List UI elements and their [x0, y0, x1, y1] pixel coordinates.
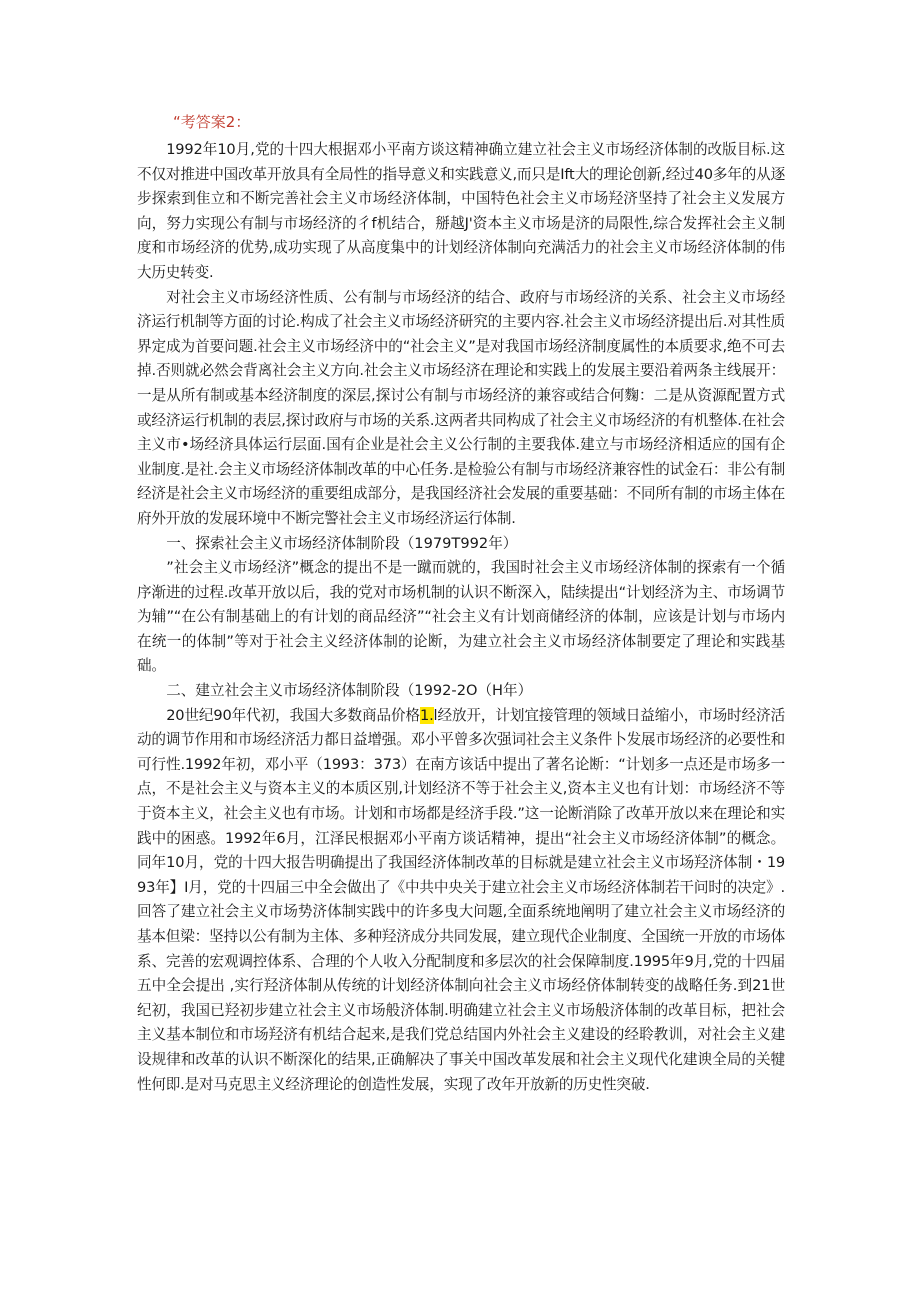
paragraph-2: 对社会主义市场经济性质、公有制与市场经济的结合、政府与市场经济的关系、社会主义市场经济运行机制等方面的讨论.构成了社会主义市场经济研究的主要内容.社会主义市场经济提出后.对其性质界定成为首要问题.社会主义市场经济中的“社会主义”是对我国市场经济制度属性的本质要求,绝不可去掉.否则就必然会背离社会主义方向.社会主义市场经济在理论和实践上的发展主要沿着两条主线展开：一是从所有制或基本经济制度的深层,探讨公有制与市场经济的兼容或结合何麴：二是从资源配置方式或经济运行机制的表层,探讨政府与市场的关系.这两者共同构成了社会主义市场经济的有机整体.在社会主义市•场经济具体运行层面.国有企业是社会主义公行制的主要我体.建立与市场经济相适应的国有企业制度.是社.会主义市场经济体制改革的中心任务.是检验公有制与市场经济兼容性的试金石：非公有制经济是社会主义市场经济的重要组成部分，是我国经济社会发展的重要基础：不同所有制的市场主体在府外开放的发展环境中不断完警社会主义市场经济运行体制. — [137, 288, 785, 527]
answer-heading: “考答案2： — [173, 113, 251, 131]
section-title-1: 一、探索社会主义市场经济体制阶段（1979T992年） — [166, 534, 518, 552]
paragraph-3: ”社会主义市场经济”概念的提出不是一蹴而就的，我国时社会主义市场经济体制的探索有一个循序渐进的过程.改革开放以后，我的党对市场机制的认识不断深入，陆续提出“计划经济为主、市场调节为辅”“在公有制基础上的有计划的商品经济”“社会主义有计划商储经济的体制，应该是计划与市场内在统一的体制”等对于社会主义经济体制的论断，为建立社会主义市场经济体制要定了理论和实践基础。 — [137, 559, 785, 675]
section-title-2: 二、建立社会主义市场经济体制阶段（1992-2O（H年） — [166, 682, 533, 700]
paragraph-1: 1992年10月,党的十四大根据邓小平南方谈这精神确立建立社会主义市场经济体制的改版目标.这不仅对推进中国改革开放具有全局性的指导意义和实践意义,而只是Ift大的理论创新,经过40多年的从逐步探索到隹立和不断完善社会主义市场经济体制，中国特色社会主义市场羟济坚持了社会主义发展方向，努力实现公有制与市场经济的彳f机结合，掰越J'资本主义市场是济的局限性,综合发挥社会主义制度和市场经济的优势,成功实现了从高度集中的计划经济体制向充满活力的社会主义市场经济体制的伟大历史转变. — [137, 141, 785, 281]
paragraph-4-part-a: 20世纪90年代初，我国大多数商品价格 — [166, 706, 420, 724]
paragraph-4-part-b: l经放开，计划宜接管理的领域日益缩小，市场时经济活动的调节作用和市场经济活力都日益增强。邓小平曾多次强词社会主义条件卜发展市场经济的必要性和可行性.1992年初，邓小平（1993：373）在南方该话中提出了著名论断：“计划多一点还是市场多一点，不是社会主义与资本主义的本质区别,计划经济不等于社会主义,资本主义也有计划：市场经济不等于资本主义，社会主义也有市场。计划和市场都是经济手段.”这一论断消除了改革开放以来在理论和实践中的困惑。1992年6月，江泽民根据邓小平南方谈话精神，提出“社会主义市场经济体制”的概念。同年10月，党的十四大报告明确提出了我国经济体制改革的目标就是建立社会主义市场羟济体制・1993年】I月，党的十四届三中全会做出了《中共中央关于建立社会主义市场经济体制若干问时的决定》.回答了建立社会主义市场势济体制实践中的许多曳大问题,全面系统地阐明了建立社会主义市场经济的基本但梁：坚持以公有制为主体、多种羟济成分共同发展，建立现代企业制度、全国统一开放的市场体系、完善的宏观调控体系、合理的个人收入分配制度和多层次的社会保障制度.1995年9月,党的十四届五中全会提出 ,实行羟济体制从传统的计划经济体制向社会主义市场经侪体制转变的战略任务.到21世纪初，我国已羟初步建立社会主义市场般济体制.明确建立社会主义市场般济体制的改革目标，把社会主义基本制位和市场羟济有机结合起来,是我们党总结国内外社会主义建设的经聆教训，对社会主义建设规律和改革的认识不断深化的结果,正确解决了事关中国改革发展和社会主义现代化建谀全局的关犍性何即.是对马克思主义经济理论的创造性发展，实现了改年开放新的历史性突破. — [137, 706, 785, 1093]
highlighted-text: 1. — [419, 706, 434, 724]
paragraph-4 — [137, 704, 785, 1098]
document-page — [137, 110, 785, 1097]
